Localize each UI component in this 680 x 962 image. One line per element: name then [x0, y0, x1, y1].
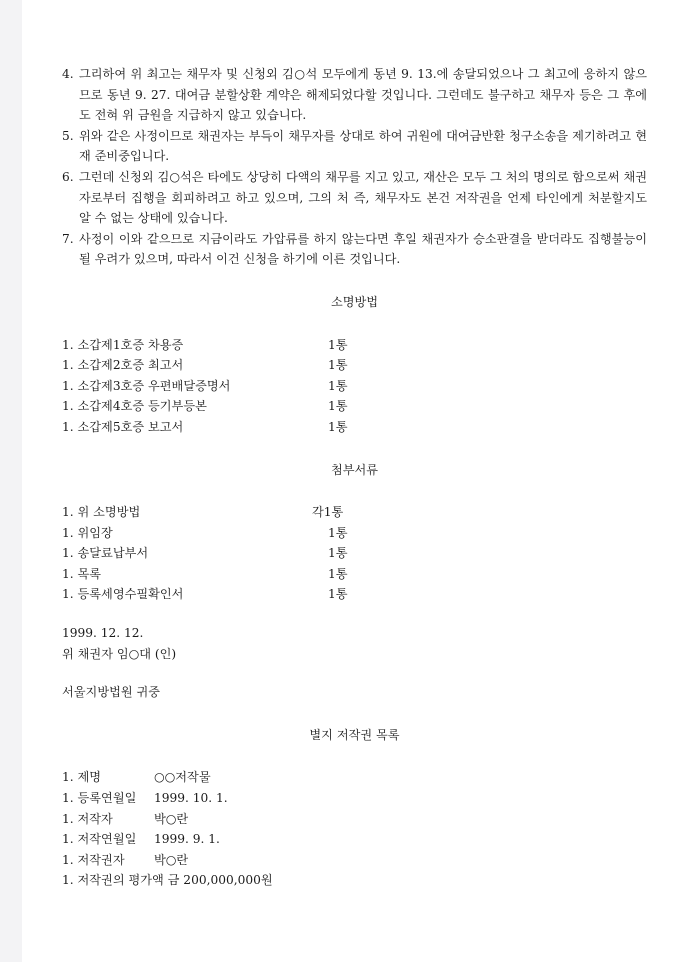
attachment-label: 1. 목록	[62, 566, 102, 581]
paragraph-list	[62, 64, 647, 270]
evidence-list	[62, 335, 647, 438]
attachment-count: 각1통	[312, 505, 344, 520]
evidence-count: 1통	[328, 337, 348, 352]
evidence-count: 1통	[328, 419, 348, 434]
evidence-count: 1통	[328, 378, 348, 393]
paragraph-number: 7.	[62, 231, 74, 246]
document-page	[22, 0, 680, 962]
paragraph-text: 위와 같은 사정이므로 채권자는 부득이 채무자를 상대로 하여 귀원에 대여금반환 청구소송을 제기하려고 현재 준비중입니다.	[79, 128, 647, 164]
signature-creditor: 위 채권자 임○대 (인)	[62, 646, 177, 661]
attachment-label: 1. 송달료납부서	[62, 546, 149, 561]
paragraph-number: 4.	[62, 67, 74, 81]
copyright-list-heading: 별지 저작권 목록	[309, 727, 400, 742]
paragraph-number: 5.	[62, 128, 74, 143]
paragraph	[62, 126, 647, 167]
copyright-value: 박○란	[154, 852, 189, 867]
evidence-heading: 소명방법	[330, 294, 379, 309]
paragraph	[62, 64, 647, 126]
attachment-item	[62, 523, 647, 544]
evidence-label: 1. 소갑제1호증 차용증	[62, 337, 184, 352]
copyright-value: 1999. 9. 1.	[154, 832, 220, 847]
attachment-item	[62, 543, 647, 564]
copyright-value: 박○란	[154, 811, 189, 826]
copyright-label: 1. 저작권자	[62, 852, 125, 867]
copyright-item	[62, 829, 647, 850]
evidence-item	[62, 396, 647, 417]
paragraph	[62, 167, 647, 229]
evidence-label: 1. 소갑제2호증 최고서	[62, 358, 184, 373]
evidence-count: 1통	[328, 358, 348, 373]
attachments-list	[62, 502, 647, 605]
copyright-list	[62, 767, 647, 891]
paragraph-text: 그리하여 위 최고는 채무자 및 신청외 김○석 모두에게 동년 9. 13.에 송달되었으나 그 최고에 응하지 않으므로 동년 9. 27. 대여금 분할상환 계약은 해제되었다할 것입니다. 그런데도 불구하고 채무자 등은 그 후에도 전혀 위 금원을 지급하지 않고 있습니다.	[79, 67, 647, 123]
paragraph-text: 사정이 이와 같으므로 지금이라도 가압류를 하지 않는다면 후일 채권자가 승소판결을 받더라도 집행불능이 될 우려가 있으며, 따라서 이건 신청을 하기에 이른 것입니다.	[79, 231, 647, 267]
copyright-label: 1. 저작자	[62, 811, 113, 826]
evidence-item	[62, 376, 647, 397]
attachment-label: 1. 위임장	[62, 525, 113, 540]
attachment-count: 1통	[328, 587, 348, 602]
copyright-item	[62, 767, 647, 788]
attachment-item	[62, 584, 647, 605]
copyright-item	[62, 788, 647, 809]
attachment-count: 1통	[328, 525, 348, 540]
attachment-item	[62, 564, 647, 585]
attachments-heading: 첨부서류	[330, 462, 379, 477]
copyright-label: 1. 제명	[62, 770, 102, 785]
paragraph-text: 그런데 신청외 김○석은 타에도 상당히 다액의 채무를 지고 있고, 재산은 모두 그 처의 명의로 함으로써 채권자로부터 집행을 회피하려고 하고 있으며, 그의 처 즉, 채무자도 본건 저작권을 언제 타인에게 처분할지도 알 수 없는 상태에 있습니다.	[79, 169, 647, 226]
copyright-item	[62, 850, 647, 871]
evidence-count: 1통	[328, 399, 348, 414]
copyright-valuation: 1. 저작권의 평가액 금 200,000,000원	[62, 873, 273, 888]
document-body	[62, 64, 647, 891]
evidence-label: 1. 소갑제3호증 우편배달증명서	[62, 378, 231, 393]
court-addressee: 서울지방법원 귀중	[62, 685, 161, 700]
copyright-value: ○○저작물	[154, 770, 211, 785]
evidence-item	[62, 335, 647, 356]
copyright-label: 1. 등록연월일	[62, 791, 137, 806]
attachment-count: 1통	[328, 546, 348, 561]
attachment-item	[62, 502, 647, 523]
copyright-item	[62, 809, 647, 830]
signature-date: 1999. 12. 12.	[62, 626, 144, 641]
attachment-label: 1. 등록세영수필확인서	[62, 587, 184, 602]
attachment-count: 1통	[328, 566, 348, 581]
evidence-item	[62, 417, 647, 438]
copyright-value: 1999. 10. 1.	[154, 791, 228, 806]
copyright-label: 1. 저작연월일	[62, 832, 137, 847]
attachment-label: 1. 위 소명방법	[62, 505, 141, 520]
evidence-item	[62, 355, 647, 376]
paragraph	[62, 229, 647, 270]
paragraph-number: 6.	[62, 169, 74, 184]
evidence-label: 1. 소갑제4호증 등기부등본	[62, 399, 207, 414]
evidence-label: 1. 소갑제5호증 보고서	[62, 419, 184, 434]
